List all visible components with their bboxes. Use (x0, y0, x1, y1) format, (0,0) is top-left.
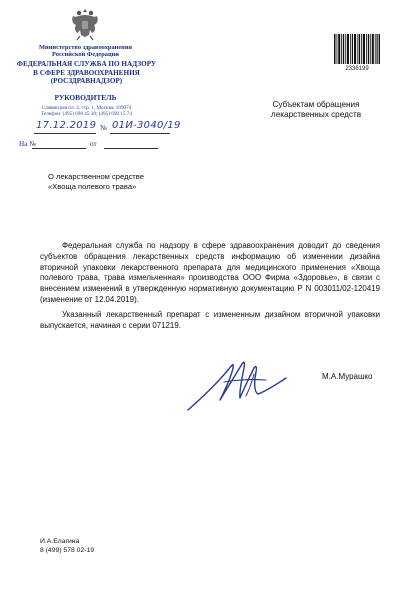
letter-subject (48, 172, 198, 191)
agency-line-2: В СФЕРЕ ЗДРАВООХРАНЕНИЯ (33, 68, 140, 77)
executor-name: И.А.Елагина (40, 538, 80, 545)
signer-name: М.А.Мурашко (322, 372, 373, 381)
registration-date: 17.12.2019 (36, 120, 97, 131)
reference-label: На № (19, 140, 37, 148)
registration-number-label: № (100, 124, 107, 132)
agency-address (14, 105, 159, 118)
addressee-block (246, 100, 386, 121)
body-paragraph-2: Указанный лекарственный препарат с измененным дизайном вторичной упаковки выпускается, начиная с серии 071219. (40, 309, 380, 330)
reference-number-line (32, 148, 86, 149)
agency-name (14, 60, 159, 86)
subject-line-1: О лекарственном средстве (48, 172, 144, 181)
address-line-2: Телефон: (495) 698 45 38; (495) 698 15 74 (40, 111, 132, 118)
subject-line-2: «Хвоща полевого трава» (48, 181, 137, 191)
registration-number: 01И-3040/19 (112, 120, 181, 131)
coat-of-arms-emblem-icon (68, 6, 102, 42)
letter-body (40, 241, 380, 335)
addressee-line-1: Субъектам обращения (272, 100, 360, 109)
ministry-line-2: Российской Федерации (52, 51, 119, 58)
body-paragraph-1: Федеральная служба по надзору в сфере здравоохранения доводит до сведения субъектов обращения лекарственных средств информацию об изменении дизайна вторичной упаковки лекарственного препарата для медицинского применения «Хвоща полевого трава, трава измельченная» производства ООО Фирма «Здоровье», в связи с внесением изменений в утвержденную нормативную документацию Р N 003011/02-120419 (изменение от 12.04.2019). (40, 241, 380, 304)
addressee-line-2: лекарственных средств (270, 110, 362, 120)
reference-from-label: от (90, 140, 97, 148)
ministry-line-1: Министерство здравоохранения (39, 44, 132, 51)
registration-date-field (34, 120, 97, 134)
director-title: РУКОВОДИТЕЛЬ (54, 93, 117, 102)
ministry-name (18, 44, 153, 58)
executor-block (40, 538, 94, 556)
barcode-icon (334, 34, 380, 64)
registration-number-field (110, 120, 181, 134)
agency-line-1: ФЕДЕРАЛЬНАЯ СЛУЖБА ПО НАДЗОРУ (16, 60, 157, 68)
barcode-number: 2336199 (345, 66, 369, 72)
reference-date-line (104, 148, 158, 149)
address-line-1: Славянская пл. 4, стр. 1, Москва, 109074 (41, 105, 132, 111)
handwritten-signature (184, 352, 294, 414)
executor-phone: 8 (499) 578 02-19 (40, 546, 95, 554)
agency-line-3: (РОСЗДРАВНАДЗОР) (50, 77, 123, 86)
